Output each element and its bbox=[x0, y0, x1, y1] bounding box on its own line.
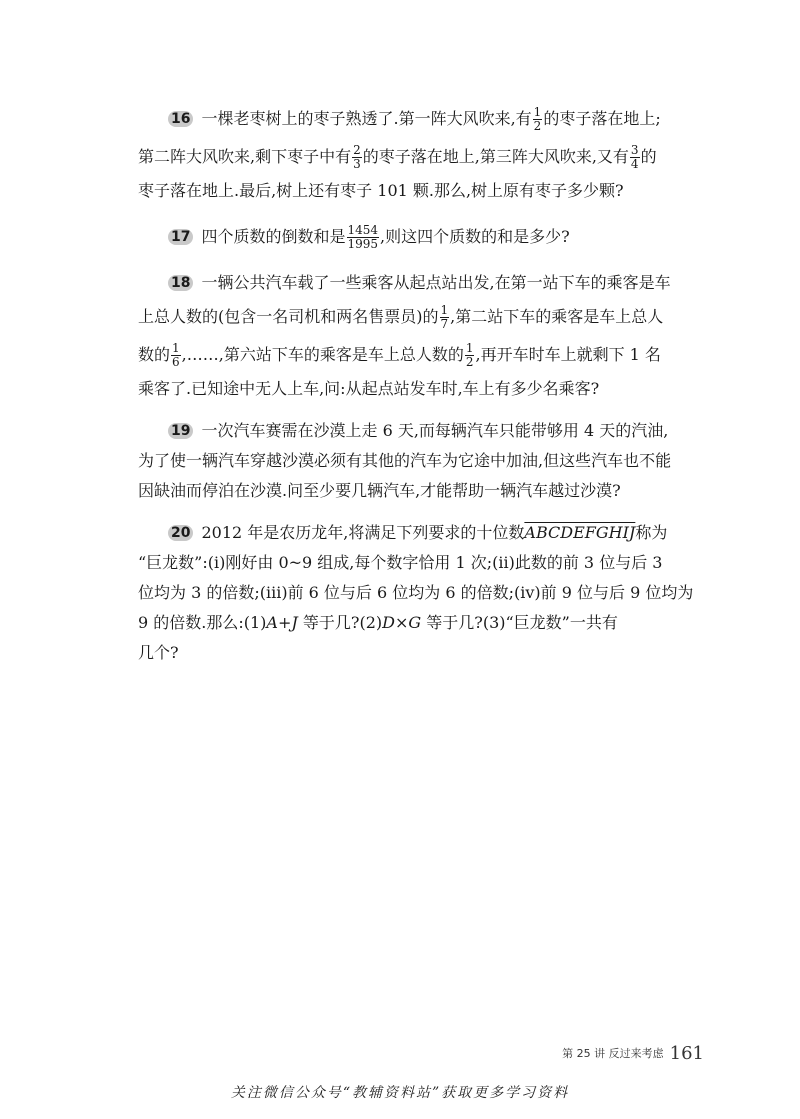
fraction-numerator: 1 bbox=[465, 341, 474, 355]
fraction bbox=[465, 342, 475, 369]
problem-18-line-2 bbox=[138, 298, 663, 336]
problem-18-line-4 bbox=[138, 374, 663, 404]
fraction-denominator: 7 bbox=[440, 317, 449, 331]
fraction-numerator: 1454 bbox=[347, 223, 379, 237]
problem-19-line-1 bbox=[138, 416, 669, 446]
fraction-numerator: 1 bbox=[440, 303, 449, 317]
overlined-number: ABCDEFGHIJ bbox=[524, 523, 636, 542]
problem-18 bbox=[138, 268, 671, 404]
text-segment: ,再开车时车上就剩下 1 名 bbox=[475, 345, 661, 364]
text-segment: 第二阵大风吹来,剩下枣子中有 bbox=[138, 147, 352, 166]
problem-19 bbox=[138, 416, 672, 506]
problem-18-line-3 bbox=[138, 336, 663, 374]
problem-number-badge: 18 bbox=[168, 275, 193, 291]
math-expression: D×G bbox=[382, 613, 422, 632]
text-segment: 一次汽车赛需在沙漠上走 6 天,而每辆汽车只能带够用 4 天的汽油, bbox=[201, 421, 669, 440]
text-segment: 几个? bbox=[138, 643, 179, 662]
text-segment: 位均为 3 的倍数;(iii)前 6 位与后 6 位均为 6 的倍数;(iv)前 9 位与后 9 位均为 bbox=[138, 583, 694, 602]
problem-20-line-5 bbox=[138, 638, 663, 668]
problem-number-badge: 16 bbox=[168, 111, 193, 127]
text-segment: 一辆公共汽车载了一些乘客从起点站出发,在第一站下车的乘客是车 bbox=[201, 273, 671, 292]
problem-19-line-2 bbox=[138, 446, 672, 476]
text-segment: 数的 bbox=[138, 345, 171, 364]
math-expression: A+J bbox=[266, 613, 298, 632]
problem-20-line-1 bbox=[138, 518, 668, 548]
fraction bbox=[440, 304, 450, 331]
text-segment: 的枣子落在地上,第三阵大风吹来,又有 bbox=[362, 147, 629, 166]
problem-16-line-2 bbox=[138, 138, 663, 176]
page-footer bbox=[562, 1043, 704, 1064]
text-segment: 枣子落在地上.最后,树上还有枣子 101 颗.那么,树上原有枣子多少颗? bbox=[138, 181, 624, 200]
text-segment: ,则这四个质数的和是多少? bbox=[380, 227, 570, 246]
text-segment: 等于几?(3)“巨龙数”一共有 bbox=[421, 613, 618, 632]
text-segment: 因缺油而停泊在沙漠.问至少要几辆汽车,才能帮助一辆汽车越过沙漠? bbox=[138, 481, 621, 500]
fraction bbox=[352, 144, 362, 171]
fraction-denominator: 1995 bbox=[347, 237, 379, 251]
fraction-numerator: 1 bbox=[533, 105, 542, 119]
text-segment: 一棵老枣树上的枣子熟透了.第一阵大风吹来,有 bbox=[201, 109, 532, 128]
fraction-denominator: 2 bbox=[465, 355, 474, 369]
problem-number-badge: 17 bbox=[168, 229, 193, 245]
fraction-denominator: 3 bbox=[353, 157, 361, 171]
text-segment: 上总人数的(包含一名司机和两名售票员)的 bbox=[138, 307, 439, 326]
problem-16-line-1 bbox=[138, 100, 663, 138]
text-segment: 的枣子落在地上; bbox=[543, 109, 661, 128]
problem-20 bbox=[138, 518, 694, 668]
text-segment: 9 的倍数.那么:(1) bbox=[138, 613, 267, 632]
text-segment: ,第二站下车的乘客是车上总人 bbox=[450, 307, 664, 326]
text-segment: 为了使一辆汽车穿越沙漠必须有其他的汽车为它途中加油,但这些汽车也不能 bbox=[138, 451, 672, 470]
fraction bbox=[171, 342, 181, 369]
problem-17-line-1 bbox=[138, 218, 663, 256]
text-segment: “巨龙数”:(i)刚好由 0~9 组成,每个数字恰用 1 次;(ii)此数的前 3 位与后 3 bbox=[138, 553, 663, 572]
text-segment: 的 bbox=[640, 147, 657, 166]
text-segment: ,……,第六站下车的乘客是车上总人数的 bbox=[181, 345, 464, 364]
text-segment: 等于几?(2) bbox=[297, 613, 383, 632]
fraction bbox=[630, 144, 640, 171]
fraction bbox=[347, 224, 380, 251]
problem-16 bbox=[138, 100, 663, 206]
problem-number-badge: 20 bbox=[168, 525, 193, 541]
fraction-denominator: 4 bbox=[630, 157, 639, 171]
fraction-numerator: 1 bbox=[172, 341, 180, 355]
text-segment: 称为 bbox=[635, 523, 668, 542]
problem-20-line-3 bbox=[138, 578, 694, 608]
fraction bbox=[533, 106, 543, 133]
text-segment: 四个质数的倒数和是 bbox=[201, 227, 346, 246]
text-segment: 乘客了.已知途中无人上车,问:从起点站发车时,车上有多少名乘客? bbox=[138, 379, 600, 398]
text-segment: 2012 年是农历龙年,将满足下列要求的十位数 bbox=[201, 523, 525, 542]
problem-19-line-3 bbox=[138, 476, 663, 506]
problem-20-line-4 bbox=[138, 608, 663, 638]
chapter-title: 第 25 讲 反过来考虑 bbox=[562, 1047, 664, 1060]
problem-20-line-2 bbox=[138, 548, 663, 578]
page-number: 161 bbox=[669, 1043, 704, 1064]
problem-number-badge: 19 bbox=[168, 423, 193, 439]
fraction-denominator: 6 bbox=[172, 355, 180, 369]
problem-16-line-3 bbox=[138, 176, 663, 206]
problem-18-line-1 bbox=[138, 268, 671, 298]
problem-17 bbox=[138, 218, 663, 256]
fraction-numerator: 2 bbox=[353, 143, 361, 157]
problem-list bbox=[138, 100, 694, 680]
fraction-denominator: 2 bbox=[533, 119, 542, 133]
promo-banner: 关注微信公众号“教辅资料站”获取更多学习资料 bbox=[230, 1085, 570, 1101]
fraction-numerator: 3 bbox=[630, 143, 639, 157]
